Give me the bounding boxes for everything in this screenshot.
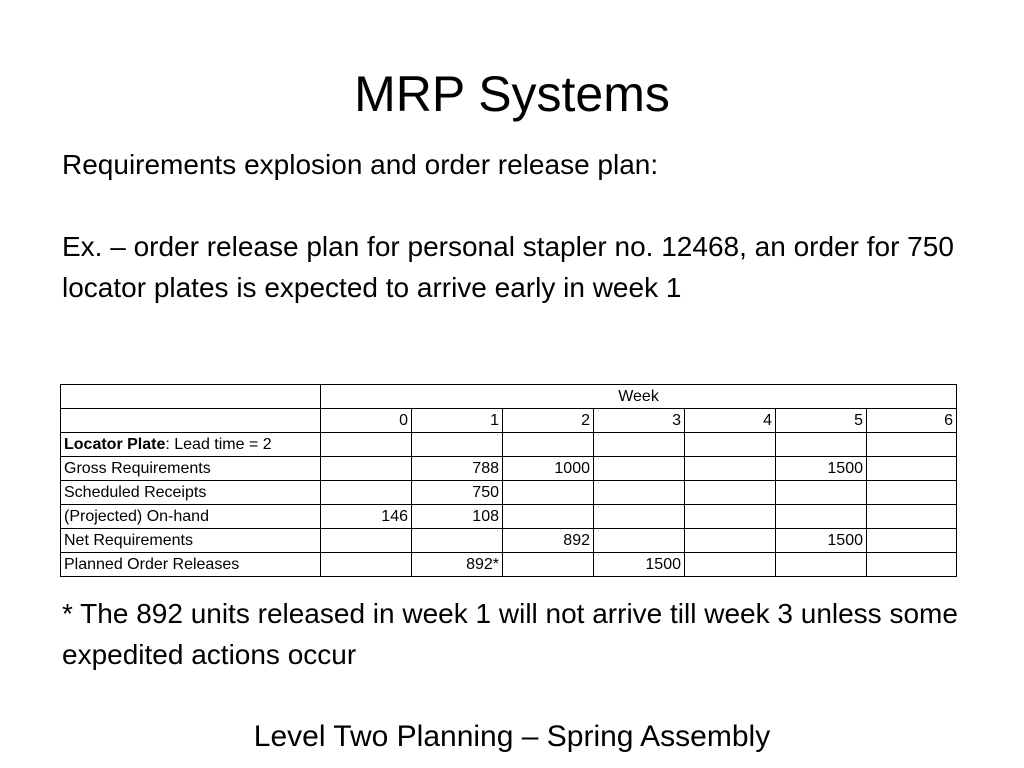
table-cell: 108 bbox=[412, 505, 503, 529]
table-cell bbox=[321, 529, 412, 553]
table-cell bbox=[867, 481, 957, 505]
week-number: 1 bbox=[412, 409, 503, 433]
table-cell: 788 bbox=[412, 457, 503, 481]
week-number: 5 bbox=[776, 409, 867, 433]
week-number: 6 bbox=[867, 409, 957, 433]
table-cell bbox=[685, 553, 776, 577]
table-cell: 1500 bbox=[594, 553, 685, 577]
footnote: * The 892 units released in week 1 will not arrive till week 3 unless some expedited actions occur bbox=[62, 598, 958, 670]
table-cell: 146 bbox=[321, 505, 412, 529]
table-cell bbox=[776, 481, 867, 505]
empty-cell bbox=[412, 433, 503, 457]
table-cell bbox=[685, 529, 776, 553]
table-row bbox=[61, 457, 957, 481]
slide-title: MRP Systems bbox=[354, 66, 670, 122]
bottom-title: Level Two Planning – Spring Assembly bbox=[253, 720, 771, 753]
item-row bbox=[61, 433, 957, 457]
table-cell bbox=[503, 481, 594, 505]
row-label: Scheduled Receipts bbox=[61, 481, 321, 505]
table-cell bbox=[321, 553, 412, 577]
table-cell bbox=[503, 553, 594, 577]
week-numbers-row bbox=[61, 409, 957, 433]
table-cell: 892 bbox=[503, 529, 594, 553]
table-cell bbox=[867, 505, 957, 529]
item-name: Locator Plate bbox=[64, 435, 166, 453]
week-number: 3 bbox=[594, 409, 685, 433]
table-row bbox=[61, 481, 957, 505]
table-cell bbox=[776, 505, 867, 529]
example-text: Ex. – order release plan for personal stapler no. 12468, an order for 750 locator plates is expected to arrive early in week 1 bbox=[62, 231, 954, 303]
item-lead-time: : Lead time = 2 bbox=[165, 435, 272, 453]
table-row bbox=[61, 553, 957, 577]
table-cell bbox=[594, 457, 685, 481]
table-cell bbox=[412, 529, 503, 553]
table-cell bbox=[685, 457, 776, 481]
row-label: Planned Order Releases bbox=[61, 553, 321, 577]
row-label: (Projected) On-hand bbox=[61, 505, 321, 529]
empty-cell bbox=[321, 433, 412, 457]
empty-cell bbox=[61, 385, 321, 409]
row-label: Gross Requirements bbox=[61, 457, 321, 481]
table-row bbox=[61, 505, 957, 529]
row-label: Net Requirements bbox=[61, 529, 321, 553]
table-cell: 750 bbox=[412, 481, 503, 505]
table-cell bbox=[776, 553, 867, 577]
table-cell: 892* bbox=[412, 553, 503, 577]
table-cell: 1500 bbox=[776, 529, 867, 553]
table-cell bbox=[321, 457, 412, 481]
table-cell bbox=[594, 505, 685, 529]
intro-text: Requirements explosion and order release plan: bbox=[62, 149, 659, 180]
empty-cell bbox=[867, 433, 957, 457]
table-cell bbox=[867, 457, 957, 481]
table-cell bbox=[867, 529, 957, 553]
table-cell bbox=[685, 505, 776, 529]
table-cell bbox=[321, 481, 412, 505]
table-cell bbox=[594, 529, 685, 553]
table-cell bbox=[594, 481, 685, 505]
table-cell bbox=[867, 553, 957, 577]
mrp-table bbox=[60, 384, 957, 577]
week-header-row bbox=[61, 385, 957, 409]
week-number: 0 bbox=[321, 409, 412, 433]
empty-cell bbox=[503, 433, 594, 457]
table-cell: 1000 bbox=[503, 457, 594, 481]
week-header: Week bbox=[321, 385, 957, 409]
empty-cell bbox=[776, 433, 867, 457]
empty-cell bbox=[61, 409, 321, 433]
table-cell: 1500 bbox=[776, 457, 867, 481]
item-label bbox=[61, 433, 321, 457]
table-cell bbox=[685, 481, 776, 505]
table-cell bbox=[503, 505, 594, 529]
empty-cell bbox=[685, 433, 776, 457]
week-number: 4 bbox=[685, 409, 776, 433]
week-number: 2 bbox=[503, 409, 594, 433]
table-row bbox=[61, 529, 957, 553]
empty-cell bbox=[594, 433, 685, 457]
